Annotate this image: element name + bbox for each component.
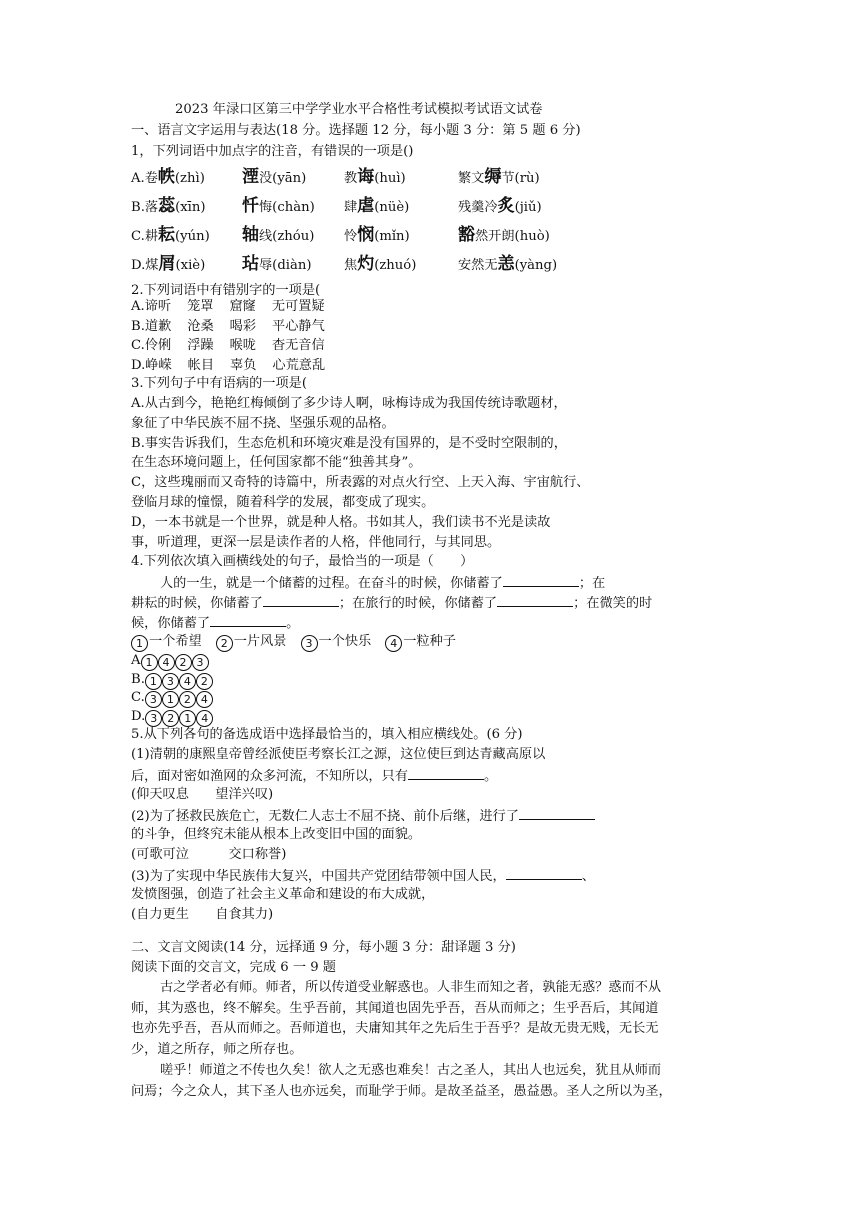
dotted-char: 诲 — [357, 167, 375, 187]
choice-number: 1 — [162, 691, 179, 708]
word-text: 肆 — [344, 200, 358, 215]
q2-option — [131, 317, 325, 337]
option-word: 帐目 — [187, 357, 215, 373]
passage-line: 少，道之所存，师之所存也。 — [131, 1041, 303, 1057]
q2-stem: 2.下列词语中有错别字的一项是( — [131, 283, 321, 298]
option-label: A — [131, 653, 141, 668]
option-word: 无可置疑 — [271, 299, 325, 314]
choice-number: 1 — [179, 710, 196, 727]
option-label: C. — [131, 229, 145, 244]
dotted-char: 帙 — [157, 167, 175, 187]
q4-option — [131, 707, 213, 727]
q5-item2-line1: (2)为了拯救民族危亡，无数仁人志士不屈不挠、前仆后继，进行了 — [131, 805, 595, 825]
q3-text-line: C，这些瑰丽而又奇特的诗篇中，所表露的对点火行空、上天入海、宇宙航行、 — [131, 475, 590, 491]
fill-blank[interactable] — [497, 592, 573, 607]
choice-number: 4 — [196, 710, 213, 727]
dotted-char: 悯 — [357, 225, 375, 245]
q3-stem: 3.下列句子中有语病的一项是( — [131, 376, 307, 391]
q4-passage-line1: 人的一生，就是一个储蓄的过程。在奋斗的时候，你储蓄了 ；在 — [160, 572, 605, 592]
q4-passage-line2: 耕耘的时候，你储蓄了 ；在旅行的时候，你储蓄了 ；在微笑的时 — [131, 592, 652, 612]
q1-option-word — [344, 165, 406, 191]
option-word: 杳无音信 — [271, 338, 325, 353]
q5-item1-choices: (仰天叹息 望洋兴叹) — [131, 787, 274, 802]
q3-text-line: 象征了中华民族不屈不挠、坚强乐观的品格。 — [131, 415, 395, 431]
choice-number: 4 — [158, 654, 175, 671]
choice-number: 4 — [385, 635, 402, 652]
q4-option — [131, 651, 209, 671]
choice-number: 3 — [145, 691, 162, 708]
q4-option — [131, 688, 213, 708]
dotted-char: 忏 — [242, 196, 259, 216]
q1-option-row — [0, 252, 860, 276]
q1-option-word — [458, 223, 550, 249]
q1-option-word — [344, 252, 416, 278]
pinyin-text: 辱(diàn) — [259, 258, 312, 273]
option-label: B. — [131, 200, 145, 215]
choice-number: 3 — [145, 710, 162, 727]
q5-stem: 5.从下列各句的备选成语中选择最恰当的，填入相应横线处。(6 分) — [131, 727, 523, 742]
dotted-char: 虐 — [357, 196, 375, 216]
dotted-char: 屑 — [158, 254, 176, 274]
q3-text-line: 在生态环境问题上，任何国家都不能“独善其身”。 — [131, 455, 422, 471]
q1-option-word — [344, 194, 409, 220]
q1-option-word — [131, 252, 205, 278]
pinyin-text: (zhuó) — [374, 258, 417, 273]
q2-option — [131, 297, 325, 317]
choice-text: 一个快乐 — [318, 634, 372, 649]
q1-option-word — [242, 194, 315, 220]
passage-line: 问焉；今之众人，其下圣人也亦远矣，而耻学于师。是故圣益圣，愚益愚。圣人之所以为圣， — [131, 1083, 672, 1099]
q1-option-word — [131, 165, 205, 191]
choice-number: 4 — [196, 691, 213, 708]
option-word: 道歉 — [144, 318, 172, 334]
choice-number: 2 — [196, 673, 213, 690]
word-text: 安然无 — [458, 258, 498, 273]
section2-heading: 二、文言文阅读(14 分，远择通 9 分，每小题 3 分：甜译题 3 分) — [131, 940, 516, 955]
option-word: 心荒意乱 — [272, 357, 326, 373]
dotted-char: 炙 — [497, 196, 515, 216]
choice-number: 2 — [175, 654, 192, 671]
option-word: 浮躁 — [187, 338, 214, 353]
option-label: A. — [131, 299, 145, 314]
pinyin-text: 节(rù) — [501, 171, 540, 186]
q1-option-word — [242, 252, 312, 278]
dotted-char: 轴 — [242, 225, 259, 245]
q1-option-word — [458, 165, 540, 191]
option-label: A. — [131, 171, 145, 186]
fill-blank[interactable] — [263, 592, 339, 607]
q4-option — [131, 670, 213, 690]
dotted-char: 灼 — [357, 254, 375, 274]
q1-option-word — [458, 252, 557, 278]
option-word: 沧桑 — [187, 318, 214, 334]
q2-option — [131, 356, 325, 376]
word-text: 繁文 — [458, 171, 485, 186]
word-text: 耕 — [144, 229, 158, 244]
option-label: D. — [131, 357, 146, 373]
section1-heading: 一、语言文字运用与表达(18 分。选择题 12 分，每小题 3 分：第 5 题 6 分) — [131, 123, 581, 138]
dotted-char: 豁 — [458, 225, 475, 245]
q4-passage-line3: 候，你储蓄了 。 — [131, 612, 299, 632]
pinyin-text: (nüè) — [374, 200, 410, 215]
fill-blank[interactable] — [408, 765, 484, 780]
pinyin-text: 没(yān) — [259, 171, 307, 186]
choice-number: 2 — [216, 635, 233, 652]
q1-stem: 1，下列词语中加点字的注音，有错误的一项是() — [131, 144, 414, 159]
choice-number: 2 — [162, 710, 179, 727]
pinyin-text: (jiǔ) — [514, 200, 542, 215]
option-word: 伶俐 — [144, 338, 172, 353]
q5-item3-line2: 发愤图强，创造了社会主义革命和建设的布大成就， — [131, 887, 435, 902]
word-text: 煤 — [145, 258, 159, 273]
option-word: 辜负 — [230, 357, 257, 373]
option-label: D. — [131, 258, 146, 273]
choice-number: 1 — [131, 635, 148, 652]
dotted-char: 蕊 — [158, 196, 176, 216]
choice-text: 一粒种子 — [403, 634, 456, 649]
q1-option-word — [344, 223, 410, 249]
option-label: C. — [131, 338, 145, 353]
option-word: 喉咙 — [229, 338, 256, 353]
pinyin-text: (zhì) — [174, 171, 205, 186]
q3-text-line: D，一本书就是一个世界，就是种人格。书如其人，我们读书不光是读故 — [131, 514, 551, 530]
q1-option-word — [131, 223, 210, 249]
pinyin-text: (xiè) — [175, 258, 206, 273]
word-text: 教 — [344, 171, 358, 186]
option-word: 谛听 — [144, 299, 172, 314]
choice-number: 1 — [145, 673, 162, 690]
choice-number: 1 — [141, 654, 158, 671]
choice-number: 2 — [179, 691, 196, 708]
q1-option-row — [0, 165, 860, 189]
pinyin-text: 然开朗(huò) — [475, 229, 550, 244]
q1-option-row — [0, 223, 860, 247]
dotted-char: 恙 — [497, 254, 515, 274]
fill-blank[interactable] — [519, 805, 595, 820]
q4-choices — [131, 632, 456, 652]
pinyin-text: (yún) — [175, 229, 210, 244]
choice-text: 一个希望 — [149, 634, 202, 649]
q5-item1-line2: 后，面对密如渔网的众多河流，不知所以，只有 。 — [131, 765, 497, 785]
pinyin-text: (yàng) — [514, 258, 558, 273]
q5-item2-choices: (可歌可泣 交口称誉) — [131, 847, 287, 862]
choice-text: 一片风景 — [233, 634, 287, 649]
word-text: 怜 — [344, 229, 358, 244]
option-word: 平心静气 — [272, 318, 325, 334]
q5-item2-line2: 的斗争，但终究未能从根本上改变旧中国的面貌。 — [131, 827, 422, 842]
q2-option — [131, 336, 325, 356]
word-text: 焦 — [344, 258, 358, 273]
fill-blank[interactable] — [503, 572, 579, 587]
option-label: D. — [131, 708, 146, 724]
passage-line: 师，其为惑也，终不解矣。生乎吾前，其闻道也固先乎吾，吾从而师之；生乎吾后，其闻道 — [131, 1000, 659, 1016]
option-label: B. — [131, 671, 145, 687]
q3-text-line: 登临月球的憧憬，随着科学的发展，都变成了现实。 — [131, 495, 435, 510]
fill-blank[interactable] — [506, 865, 582, 880]
q4-stem: 4.下列依次填入画横线处的句子，最恰当的一项是（ ） — [131, 554, 474, 569]
q1-option-word — [242, 165, 306, 191]
option-word: 峥嵘 — [145, 357, 172, 373]
passage-line: 也亦先乎吾，吾从而师之。吾师道也，夫庸知其年之先后生于吾乎？是故无贵无贱，无长无 — [131, 1021, 659, 1036]
word-text: 卷 — [144, 171, 158, 186]
q1-option-word — [242, 223, 314, 249]
q3-text-line: A.从古到今，艳艳红梅倾倒了多少诗人啊，咏梅诗成为我国传统诗歌题材， — [131, 396, 567, 411]
option-word: 喝彩 — [229, 318, 257, 334]
passage-line: 古之学者必有师。师者，所以传道受业解惑也。人非生而知之者，孰能无惑？惑而不从 — [160, 980, 662, 995]
q1-option-word — [458, 194, 542, 220]
option-label: B. — [131, 318, 145, 334]
q5-item1-line1: (1)清朝的康熙皇帝曾经派使臣考察长江之源，这位使巨到达青藏高原以 — [131, 747, 546, 762]
q3-text-line: B.事实告诉我们，生态危机和环境灾难是没有国界的，是不受时空限制的， — [131, 435, 567, 451]
choice-number: 4 — [179, 673, 196, 690]
pinyin-text: (mǐn) — [374, 229, 410, 244]
word-text: 落 — [144, 200, 159, 215]
passage-line: 嗟乎！师道之不传也久矣！欲人之无惑也难矣！古之圣人，其出人也远矣，犹且从师而 — [160, 1063, 662, 1078]
dotted-char: 耘 — [158, 225, 175, 245]
section2-intro: 阅读下面的交言文，完成 6 一 9 题 — [131, 960, 336, 975]
option-word: 笼罩 — [187, 299, 214, 314]
word-text: 残羹冷 — [458, 200, 498, 215]
pinyin-text: (xīn) — [175, 200, 206, 215]
pinyin-text: 线(zhóu) — [259, 229, 315, 244]
pinyin-text: 悔(chàn) — [259, 200, 315, 215]
q1-option-row — [0, 194, 860, 218]
q5-item3-line1: (3)为了实现中华民族伟大复兴，中国共产党团结带领中国人民， 、 — [131, 865, 595, 885]
fill-blank[interactable] — [210, 612, 286, 627]
dotted-char: 湮 — [242, 167, 259, 187]
option-label: C. — [131, 690, 145, 705]
q3-text-line: 事，听道理，更深一层是读作者的人格，伴他同行，与其同思。 — [131, 534, 501, 550]
exam-title: 2023 年渌口区第三中学学业水平合格性考试模拟考试语文试卷 — [175, 102, 543, 117]
option-word: 窟窿 — [229, 299, 256, 314]
pinyin-text: (huì) — [374, 171, 406, 186]
choice-number: 3 — [162, 673, 179, 690]
choice-number: 3 — [192, 654, 209, 671]
q5-item3-choices: (自力更生 自食其力) — [131, 907, 274, 922]
choice-number: 3 — [301, 635, 318, 652]
dotted-char: 玷 — [242, 254, 259, 274]
q1-option-word — [131, 194, 206, 220]
dotted-char: 缛 — [484, 167, 502, 187]
